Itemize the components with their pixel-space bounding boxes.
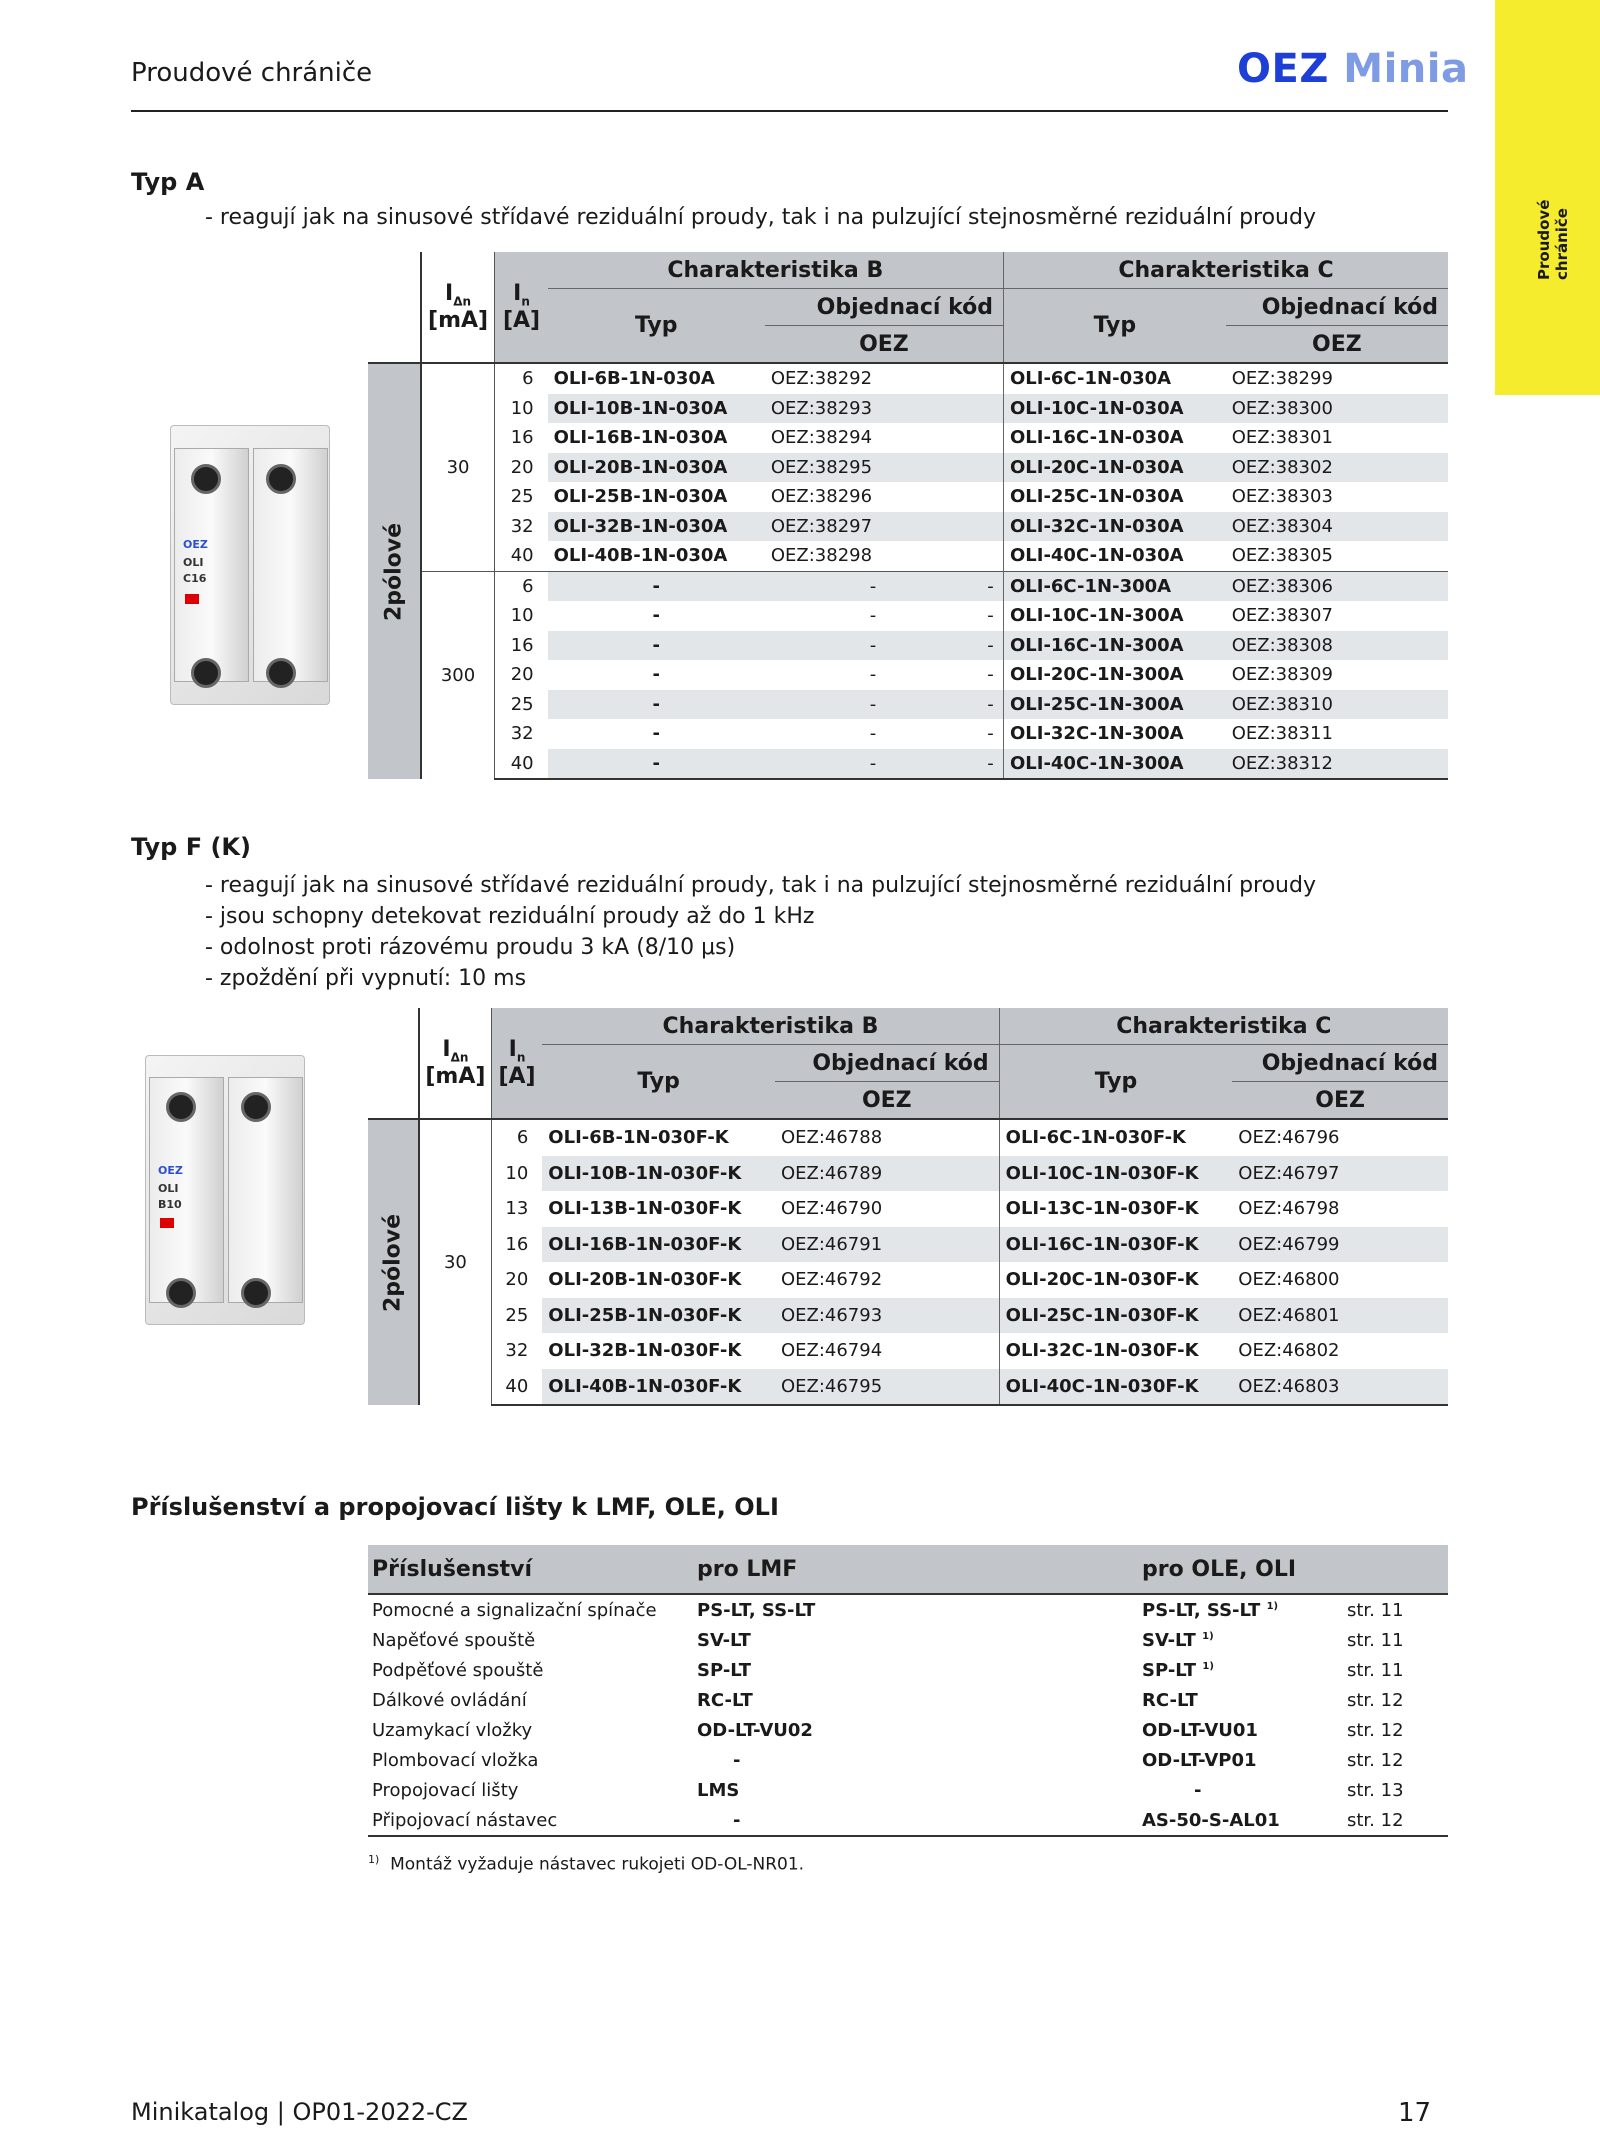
typeA-table [368, 252, 1448, 780]
code-b-extra: - [987, 605, 994, 627]
code-b-extra [985, 1156, 999, 1192]
product-photo-b10 [145, 1055, 305, 1325]
code-b-extra [981, 423, 1003, 453]
typ-c: OLI-10C-1N-300A [1003, 601, 1225, 631]
side-tab-label [1535, 199, 1571, 280]
oez-b-header: OEZ [765, 326, 1004, 364]
code-b: - [869, 664, 877, 686]
typ-b: OLI-6B-1N-030F-K [548, 1127, 729, 1149]
code-c: OEZ:38311 [1231, 723, 1333, 745]
typ-c: OLI-6C-1N-300A [1003, 571, 1225, 601]
typ-b: OLI-6B-1N-030A [553, 368, 715, 390]
accessory-ole-oli [1138, 1775, 1343, 1805]
code-c: OEZ:38299 [1231, 368, 1333, 390]
obj-c-header: Objednací kód [1226, 289, 1448, 326]
code-c: OEZ:38308 [1226, 631, 1448, 661]
accessory-row [368, 1805, 1448, 1836]
accessory-lmf: RC-LT [697, 1689, 753, 1711]
code-c: OEZ:46798 [1238, 1198, 1340, 1220]
idn-value: 30 [419, 1119, 491, 1405]
footnote-ref: 1) [1266, 1600, 1279, 1612]
code-b-extra: - [981, 571, 1003, 601]
oez-c-header: OEZ [1232, 1082, 1448, 1120]
table-row [368, 423, 1448, 453]
table-row [368, 541, 1448, 571]
side-tab-line1: Proudové [1535, 199, 1553, 280]
code-b: - [765, 571, 981, 601]
table-row [368, 1119, 1448, 1156]
code-b: OEZ:46793 [775, 1298, 985, 1334]
code-b-extra [985, 1227, 999, 1263]
table-row [368, 719, 1448, 749]
code-c: OEZ:46797 [1232, 1156, 1448, 1192]
idn-value: 300 [421, 571, 495, 779]
code-c: OEZ:46799 [1232, 1227, 1448, 1263]
acc-header-ole-oli: pro OLE, OLI [1138, 1545, 1343, 1594]
footnote-text: Montáž vyžaduje nástavec rukojeti OD-OL-NR01. [390, 1854, 805, 1875]
typ-c: OLI-16C-1N-300A [1003, 631, 1225, 661]
accessory-ole-oli-value: SP-LT [1142, 1659, 1197, 1681]
typ-c: OLI-16C-1N-030A [1003, 423, 1225, 453]
footnote-ref: 1) [1202, 1630, 1214, 1642]
table-row [368, 749, 1448, 780]
in-value: 10 [491, 1156, 542, 1192]
bullet-item: - odolnost proti rázovému proudu 3 kA (8/10 μs) [205, 935, 736, 960]
in-value: 6 [495, 571, 548, 601]
code-c: OEZ:46802 [1238, 1340, 1340, 1362]
accessory-lmf: SP-LT [697, 1659, 752, 1681]
typ-b: OLI-40B-1N-030A [553, 545, 728, 567]
typ-c: OLI-32C-1N-300A [1003, 719, 1225, 749]
accessory-lmf: OD-LT-VU02 [697, 1719, 813, 1741]
table-row [368, 601, 1448, 631]
obj-c-header: Objednací kód [1232, 1045, 1448, 1082]
typ-c: OLI-40C-1N-300A [1003, 749, 1225, 780]
typ-b: OLI-10B-1N-030F-K [542, 1156, 775, 1192]
obj-b-header: Objednací kód [765, 289, 1004, 326]
code-c: OEZ:46801 [1232, 1298, 1448, 1334]
code-b: OEZ:46791 [775, 1227, 985, 1263]
table-row [368, 1369, 1448, 1406]
typ-b-header: Typ [542, 1045, 775, 1120]
typ-c-header: Typ [1003, 289, 1225, 364]
typ-c-header: Typ [999, 1045, 1232, 1120]
accessory-ole-oli-value: AS-50-S-AL01 [1142, 1809, 1280, 1831]
code-b-extra: - [987, 723, 994, 745]
photo-model: OLI [183, 556, 204, 569]
code-b: - [869, 605, 877, 627]
code-b: OEZ:46789 [775, 1156, 985, 1192]
code-b-extra [985, 1262, 999, 1298]
oez-c-header: OEZ [1226, 326, 1448, 364]
code-c: OEZ:38310 [1226, 690, 1448, 720]
footer-catalog: Minikatalog | OP01-2022-CZ [131, 2098, 468, 2126]
code-c: OEZ:38301 [1231, 427, 1333, 449]
col-header-in [495, 252, 548, 363]
typ-b: OLI-16B-1N-030F-K [542, 1227, 775, 1263]
code-c: OEZ:46803 [1232, 1369, 1448, 1406]
in-value: 16 [495, 423, 548, 453]
page-header-title: Proudové chrániče [131, 58, 373, 88]
poles-label-cell [368, 1119, 419, 1405]
accessories-heading: Příslušenství a propojovací lišty k LMF, OLE, OLI [131, 1493, 779, 1521]
typ-c: OLI-25C-1N-030A [1003, 482, 1225, 512]
table-row [368, 1156, 1448, 1192]
code-b: OEZ:38295 [765, 453, 981, 483]
code-b-extra [981, 453, 1003, 483]
code-b: OEZ:38292 [770, 368, 873, 390]
typ-b: OLI-13B-1N-030F-K [548, 1198, 742, 1220]
table-row [368, 394, 1448, 424]
code-c: OEZ:38307 [1231, 605, 1333, 627]
accessory-lmf: PS-LT, SS-LT [697, 1599, 816, 1621]
typ-b: OLI-10B-1N-030A [548, 394, 765, 424]
poles-header [368, 252, 421, 363]
accessory-row [368, 1625, 1448, 1655]
code-b-extra: - [981, 631, 1003, 661]
footnote-mark: 1) [368, 1853, 380, 1866]
typ-b-header: Typ [548, 289, 765, 364]
code-b: OEZ:38296 [770, 486, 873, 508]
photo-brand: OEZ [183, 538, 208, 551]
in-sub: n [516, 1050, 526, 1065]
code-b-extra [985, 1191, 999, 1227]
code-b: OEZ:46788 [780, 1127, 883, 1149]
code-b: - [869, 723, 877, 745]
code-c: OEZ:46796 [1238, 1127, 1340, 1149]
poles-label: 2pólové [381, 522, 407, 621]
char-b-header: Charakteristika B [548, 252, 1004, 289]
page-ref: str. 12 [1343, 1805, 1448, 1836]
code-b: OEZ:46794 [780, 1340, 883, 1362]
table-row [368, 512, 1448, 542]
photo-rating: C16 [183, 572, 207, 585]
photo-brand: OEZ [158, 1164, 183, 1177]
table-row [368, 571, 1448, 601]
in-unit: [A] [498, 1064, 536, 1090]
idn-symbol: I [445, 280, 454, 306]
accessory-row [368, 1775, 1448, 1805]
in-value: 32 [495, 512, 548, 542]
typ-c: OLI-40C-1N-030F-K [999, 1369, 1232, 1406]
page-ref: str. 13 [1347, 1779, 1404, 1801]
side-tab [1495, 0, 1600, 395]
logo-minia: Minia [1343, 46, 1469, 92]
poles-header [368, 1008, 419, 1119]
in-value: 16 [495, 631, 548, 661]
accessory-row [368, 1594, 1448, 1625]
typ-b: OLI-20B-1N-030F-K [548, 1269, 742, 1291]
accessory-lmf: LMS [697, 1779, 740, 1801]
typ-c: OLI-20C-1N-030A [1003, 453, 1225, 483]
typeF-table [368, 1008, 1448, 1406]
typ-b: - [548, 690, 765, 720]
accessory-row [368, 1655, 1448, 1685]
footnote [368, 1853, 804, 1875]
obj-b-header: Objednací kód [775, 1045, 999, 1082]
poles-label-cell [368, 363, 421, 779]
code-b: OEZ:46795 [775, 1369, 985, 1406]
in-value: 20 [491, 1262, 542, 1298]
header-divider [131, 110, 1448, 112]
char-c-header: Charakteristika C [999, 1008, 1448, 1045]
code-b: OEZ:38293 [765, 394, 981, 424]
accessory-name: Napěťové spouště [372, 1629, 536, 1651]
oez-b-header: OEZ [775, 1082, 999, 1120]
typeA-heading: Typ A [131, 168, 205, 196]
code-b-extra [981, 394, 1003, 424]
code-b-extra [981, 512, 1003, 542]
typ-b: OLI-32B-1N-030A [548, 512, 765, 542]
typ-b: - [652, 664, 660, 686]
accessory-name: Plombovací vložka [372, 1749, 539, 1771]
in-value: 10 [495, 394, 548, 424]
typ-c: OLI-20C-1N-300A [1003, 660, 1225, 690]
accessory-ole-oli-value: PS-LT, SS-LT [1142, 1599, 1261, 1621]
accessory-ole-oli [1138, 1625, 1343, 1655]
page-ref: str. 12 [1347, 1749, 1404, 1771]
photo-model: OLI [158, 1182, 179, 1195]
table-row [368, 1333, 1448, 1369]
table-row [368, 363, 1448, 394]
code-c: OEZ:38312 [1226, 749, 1448, 780]
idn-unit: [mA] [425, 1064, 486, 1090]
in-value: 40 [491, 1369, 542, 1406]
in-value: 20 [495, 660, 548, 690]
accessory-ole-oli [1138, 1805, 1343, 1836]
accessory-row [368, 1715, 1448, 1745]
page-ref: str. 12 [1347, 1719, 1404, 1741]
typeA-bullets [205, 202, 1316, 233]
idn-sub: Δn [453, 294, 472, 309]
acc-header-lmf: pro LMF [693, 1545, 1138, 1594]
accessory-row [368, 1745, 1448, 1775]
accessory-ole-oli [1138, 1715, 1343, 1745]
code-b-extra [981, 363, 1003, 394]
bullet-item: - reagují jak na sinusové střídavé reziduální proudy, tak i na pulzující stejnosměrné reziduální proudy [205, 873, 1316, 898]
code-b-extra: - [987, 664, 994, 686]
typ-c: OLI-25C-1N-030F-K [999, 1298, 1232, 1334]
code-b-extra [985, 1333, 999, 1369]
code-b-extra: - [981, 749, 1003, 780]
typ-b: OLI-25B-1N-030A [553, 486, 728, 508]
page-ref: str. 11 [1347, 1659, 1404, 1681]
accessory-ole-oli-value: OD-LT-VU01 [1142, 1719, 1258, 1741]
accessory-lmf: - [733, 1749, 741, 1771]
code-b-extra: - [981, 690, 1003, 720]
table-row [368, 1191, 1448, 1227]
code-c: OEZ:38300 [1226, 394, 1448, 424]
accessory-ole-oli [1138, 1655, 1343, 1685]
typ-c: OLI-6C-1N-030F-K [999, 1119, 1232, 1156]
accessory-name: Připojovací nástavec [368, 1805, 693, 1836]
idn-symbol: I [442, 1036, 451, 1062]
typ-c: OLI-20C-1N-030F-K [999, 1262, 1232, 1298]
code-b-extra [985, 1119, 999, 1156]
col-header-idn [421, 252, 495, 363]
table-row [368, 660, 1448, 690]
in-value: 16 [491, 1227, 542, 1263]
in-value: 10 [495, 601, 548, 631]
accessory-name: Pomocné a signalizační spínače [372, 1599, 657, 1621]
typ-b: OLI-16B-1N-030A [553, 427, 728, 449]
side-tab-line2: chrániče [1553, 208, 1571, 280]
typ-c: OLI-13C-1N-030F-K [999, 1191, 1232, 1227]
typ-b: - [652, 605, 660, 627]
footnote-ref: 1) [1202, 1660, 1214, 1672]
accessory-ole-oli [1138, 1745, 1343, 1775]
page-number: 17 [1398, 2098, 1432, 2128]
page-ref: str. 12 [1347, 1689, 1404, 1711]
code-b-extra [981, 541, 1003, 571]
accessory-ole-oli-value: OD-LT-VP01 [1142, 1749, 1257, 1771]
typeF-bullets [205, 870, 1316, 994]
code-c: OEZ:38309 [1231, 664, 1333, 686]
typ-b: OLI-20B-1N-030A [548, 453, 765, 483]
in-value: 25 [491, 1298, 542, 1334]
in-value: 20 [495, 453, 548, 483]
idn-unit: [mA] [428, 308, 489, 334]
poles-label: 2pólové [380, 1213, 406, 1312]
in-value: 25 [495, 690, 548, 720]
table-row [368, 690, 1448, 720]
typ-c: OLI-32C-1N-030A [1003, 512, 1225, 542]
typeF-heading: Typ F (K) [131, 833, 251, 861]
typ-c: OLI-10C-1N-030A [1003, 394, 1225, 424]
typ-c: OLI-6C-1N-030A [1003, 363, 1225, 394]
accessory-ole-oli-value: - [1194, 1779, 1202, 1801]
in-value: 40 [495, 541, 548, 571]
photo-rating: B10 [158, 1198, 182, 1211]
code-c: OEZ:38305 [1231, 545, 1333, 567]
typ-c: OLI-16C-1N-030F-K [999, 1227, 1232, 1263]
logo-oez: OEZ [1237, 46, 1329, 92]
in-symbol: I [513, 280, 522, 306]
in-symbol: I [508, 1036, 517, 1062]
code-b: OEZ:46792 [780, 1269, 883, 1291]
acc-header-page [1343, 1545, 1448, 1594]
table-row [368, 482, 1448, 512]
col-header-idn [419, 1008, 491, 1119]
accessory-lmf: SV-LT [697, 1629, 751, 1651]
table-row [368, 453, 1448, 483]
accessory-name: Podpěťové spouště [372, 1659, 544, 1681]
code-b: - [765, 749, 981, 780]
code-b: OEZ:38294 [770, 427, 873, 449]
accessory-ole-oli [1138, 1594, 1343, 1625]
code-b: OEZ:38297 [765, 512, 981, 542]
code-b: OEZ:38298 [770, 545, 873, 567]
code-c: OEZ:38306 [1226, 571, 1448, 601]
in-value: 6 [491, 1119, 542, 1156]
idn-sub: Δn [450, 1050, 469, 1065]
acc-header-item: Příslušenství [368, 1545, 693, 1594]
in-value: 6 [495, 363, 548, 394]
code-c: OEZ:38302 [1226, 453, 1448, 483]
code-b-extra [985, 1298, 999, 1334]
idn-value: 30 [421, 363, 495, 571]
typ-b: - [548, 571, 765, 601]
char-b-header: Charakteristika B [542, 1008, 999, 1045]
code-b: - [765, 631, 981, 661]
typ-b: - [652, 723, 660, 745]
in-unit: [A] [502, 308, 541, 334]
typ-b: OLI-32B-1N-030F-K [548, 1340, 742, 1362]
accessory-lmf: - [693, 1805, 1138, 1836]
bullet-item: - jsou schopny detekovat reziduální proudy až do 1 kHz [205, 904, 815, 929]
accessory-ole-oli-value: SV-LT [1142, 1629, 1196, 1651]
code-b: - [765, 690, 981, 720]
typ-c: OLI-10C-1N-030F-K [999, 1156, 1232, 1192]
product-photo-c16 [170, 425, 330, 705]
code-b: OEZ:46790 [780, 1198, 883, 1220]
in-value: 13 [491, 1191, 542, 1227]
in-value: 32 [491, 1333, 542, 1369]
accessory-row [368, 1685, 1448, 1715]
accessory-name: Propojovací lišty [372, 1779, 519, 1801]
typ-c: OLI-25C-1N-300A [1003, 690, 1225, 720]
table-row [368, 1227, 1448, 1263]
table-row [368, 631, 1448, 661]
table-row [368, 1298, 1448, 1334]
typ-b: - [548, 631, 765, 661]
code-b-extra [985, 1369, 999, 1406]
bullet-item: - reagují jak na sinusové střídavé reziduální proudy, tak i na pulzující stejnosměrné reziduální proudy [205, 205, 1316, 230]
in-sub: n [521, 294, 530, 309]
code-c: OEZ:46800 [1238, 1269, 1340, 1291]
typ-c: OLI-40C-1N-030A [1003, 541, 1225, 571]
code-c: OEZ:38304 [1226, 512, 1448, 542]
table-row [368, 1262, 1448, 1298]
accessory-ole-oli [1138, 1685, 1343, 1715]
accessory-ole-oli-value: RC-LT [1142, 1689, 1198, 1711]
accessory-name: Uzamykací vložky [372, 1719, 533, 1741]
typ-c: OLI-32C-1N-030F-K [999, 1333, 1232, 1369]
in-value: 40 [495, 749, 548, 780]
typ-b: - [548, 749, 765, 780]
oez-minia-logo [1237, 46, 1468, 92]
accessory-name: Dálkové ovládání [372, 1689, 527, 1711]
page-ref: str. 11 [1347, 1599, 1404, 1621]
typ-b: OLI-25B-1N-030F-K [542, 1298, 775, 1334]
accessories-table [368, 1545, 1448, 1837]
col-header-in [491, 1008, 542, 1119]
in-value: 32 [495, 719, 548, 749]
char-c-header: Charakteristika C [1003, 252, 1448, 289]
code-c: OEZ:38303 [1231, 486, 1333, 508]
typ-b: OLI-40B-1N-030F-K [542, 1369, 775, 1406]
code-b-extra [981, 482, 1003, 512]
in-value: 25 [495, 482, 548, 512]
bullet-item: - zpoždění při vypnutí: 10 ms [205, 966, 527, 991]
page-ref: str. 11 [1347, 1629, 1404, 1651]
